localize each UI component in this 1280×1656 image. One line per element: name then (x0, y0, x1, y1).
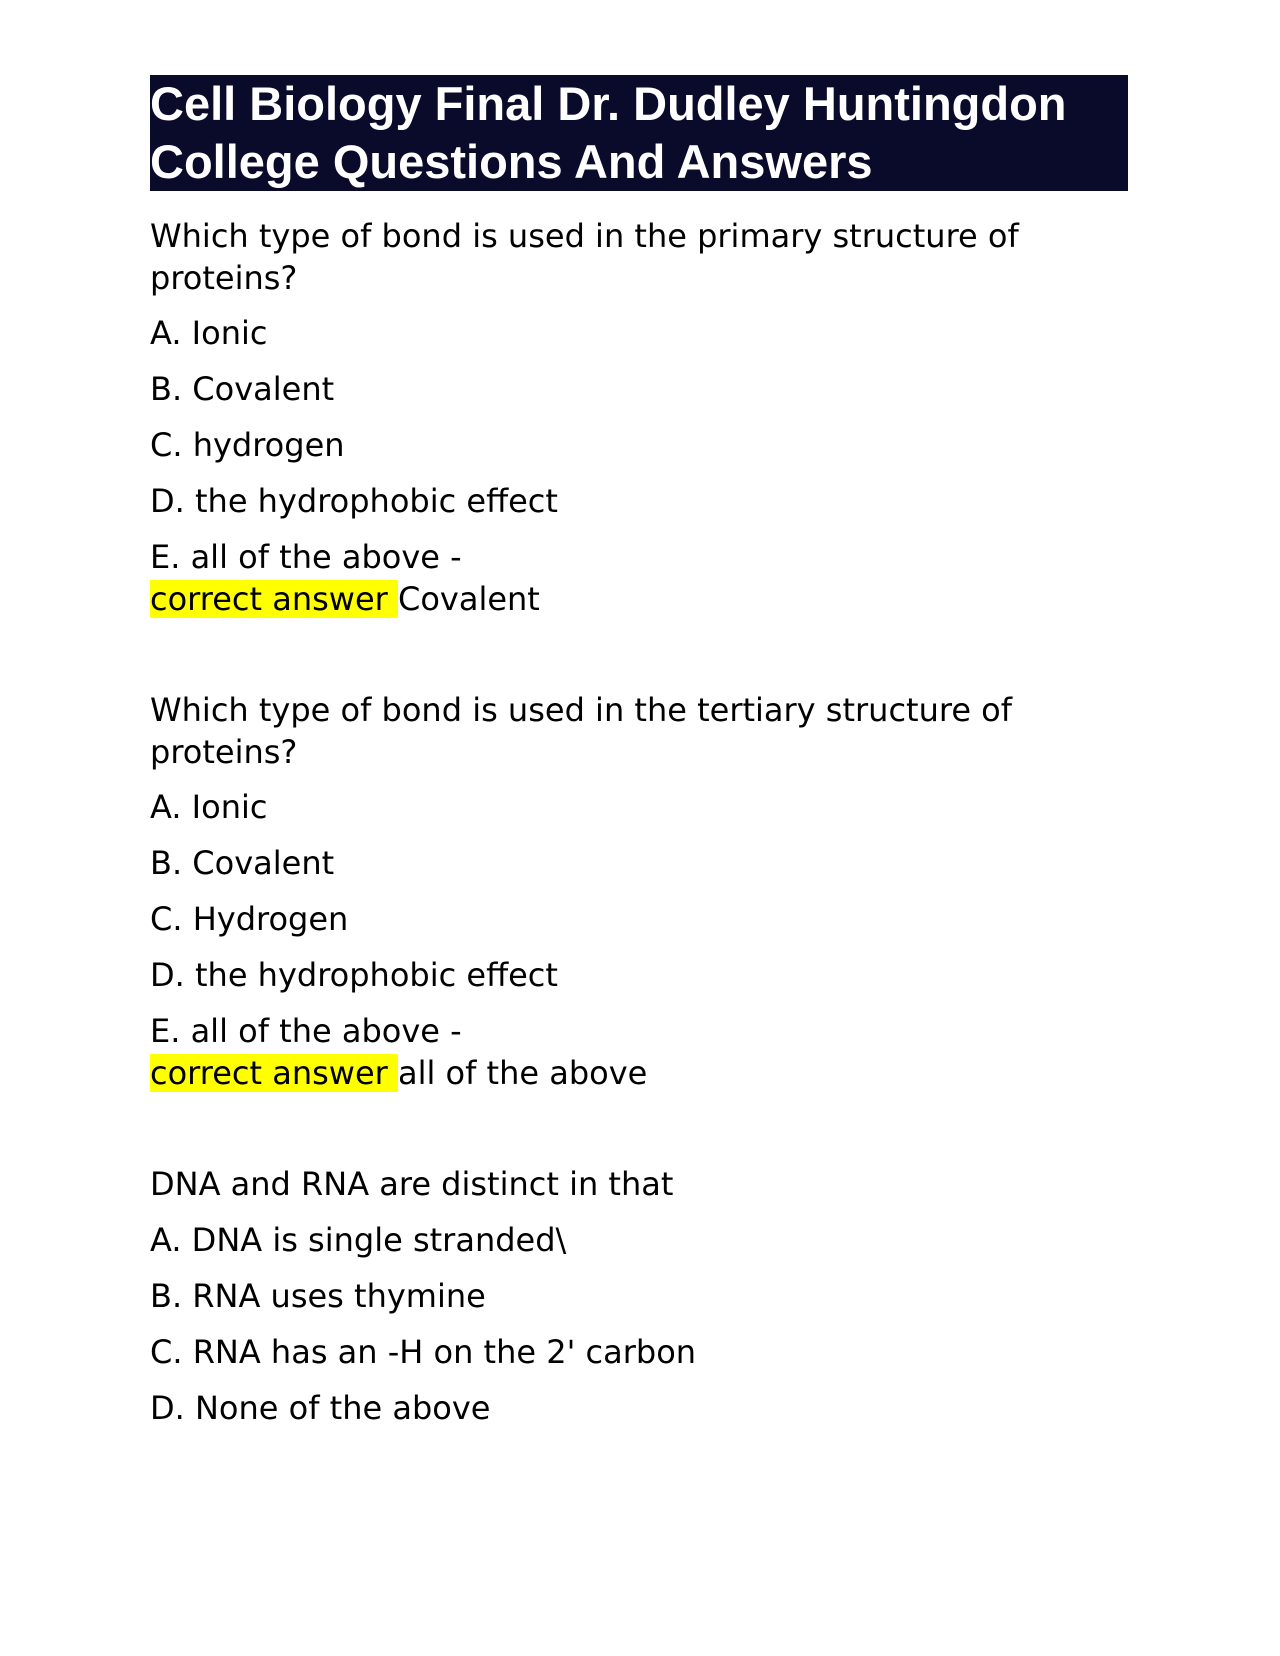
correct-answer-value: Covalent (397, 580, 540, 618)
correct-answer (150, 578, 1128, 620)
question-text: DNA and RNA are distinct in that (150, 1165, 674, 1203)
option-a: A. DNA is single stranded\ (150, 1221, 567, 1259)
option-a: A. Ionic (150, 314, 268, 352)
question-1 (150, 215, 1128, 620)
question-2 (150, 689, 1128, 1094)
option-c: C. Hydrogen (150, 900, 349, 938)
question-3 (150, 1163, 1128, 1429)
option-d: D. the hydrophobic effect (150, 956, 558, 994)
option-c: C. RNA has an -H on the 2' carbon (150, 1333, 697, 1371)
correct-answer-label: correct answer (150, 1054, 398, 1092)
option-e: E. all of the above - (150, 538, 462, 576)
option-b: B. Covalent (150, 844, 335, 882)
correct-answer (150, 1052, 1128, 1094)
question-text-line-1: Which type of bond is used in the primary structure of (150, 217, 1019, 255)
title-line-1: Cell Biology Final Dr. Dudley Huntingdon (150, 77, 1067, 130)
option-e: E. all of the above - (150, 1012, 462, 1050)
question-text (150, 689, 1128, 773)
correct-answer-value: all of the above (397, 1054, 648, 1092)
title-line-2: College Questions And Answers (150, 135, 873, 188)
document-title (150, 75, 1128, 191)
question-text (150, 215, 1128, 299)
question-text-line-1: Which type of bond is used in the tertiary structure of (150, 691, 1013, 729)
option-b: B. Covalent (150, 370, 335, 408)
option-c: C. hydrogen (150, 426, 345, 464)
option-d: D. None of the above (150, 1389, 491, 1427)
option-a: A. Ionic (150, 788, 268, 826)
correct-answer-label: correct answer (150, 580, 398, 618)
document-page (150, 75, 1128, 1429)
question-text-line-2: proteins? (150, 733, 298, 771)
question-text-line-2: proteins? (150, 259, 298, 297)
option-b: B. RNA uses thymine (150, 1277, 486, 1315)
option-d: D. the hydrophobic effect (150, 482, 558, 520)
